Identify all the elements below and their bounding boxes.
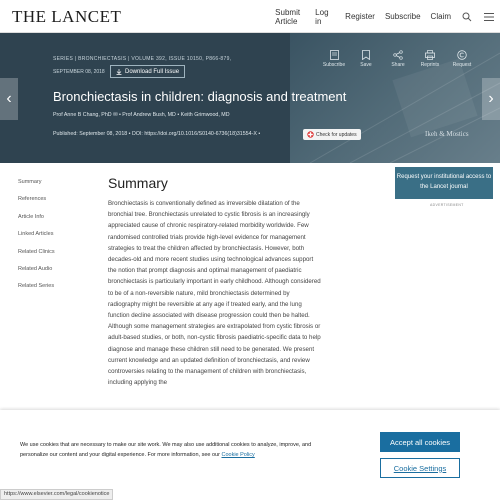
status-bar-url: https://www.elsevier.com/legal/cookienotice xyxy=(0,489,113,500)
nav-links xyxy=(270,0,500,33)
accept-all-cookies-button[interactable]: Accept all cookies xyxy=(380,432,460,452)
article-title: Bronchiectasis in children: diagnosis and treatment xyxy=(53,89,347,104)
outline-related-clinics[interactable]: Related Clinics xyxy=(18,248,55,255)
nav-submit-article[interactable]: Submit Article xyxy=(275,7,301,26)
reprints-icon xyxy=(425,50,435,60)
subscribe-label: Subscribe xyxy=(322,62,346,68)
outline-related-audio[interactable]: Related Audio xyxy=(18,265,53,272)
article-hero xyxy=(0,33,500,163)
share-action[interactable] xyxy=(383,50,413,68)
download-label: Download Full Issue xyxy=(125,68,180,75)
cookie-message-text: We use cookies that are necessary to make our site work. We may also use additional cookies to analyze, improve, and personalize our content and your digital experience. For more information, see our xyxy=(20,442,312,458)
share-label: Share xyxy=(391,62,405,68)
article-outline xyxy=(18,179,88,301)
check-for-updates-label: Check for updates xyxy=(316,131,357,138)
search-icon[interactable] xyxy=(456,0,478,33)
reprints-label: Reprints xyxy=(420,62,440,68)
nav-register[interactable]: Register xyxy=(345,12,375,21)
check-for-updates-button[interactable] xyxy=(303,129,361,140)
article-meta: SERIES | BRONCHIECTASIS | VOLUME 392, ISSUE 10150, P866-879, xyxy=(53,56,232,62)
article-body xyxy=(108,175,323,388)
bookmark-icon xyxy=(362,50,370,60)
previous-article-arrow[interactable]: ‹ xyxy=(0,78,18,120)
outline-references[interactable]: References xyxy=(18,196,47,203)
nav-log-in[interactable]: Log in xyxy=(315,7,329,26)
article-actions xyxy=(319,50,477,68)
top-nav xyxy=(0,0,500,33)
save-action[interactable] xyxy=(351,50,381,68)
published-doi[interactable]: Published: September 08, 2018 • DOI: https://doi.org/10.1016/S0140-6736(18)31554-X • xyxy=(53,131,261,137)
reprints-action[interactable] xyxy=(415,50,445,68)
article-authors[interactable]: Prof Anne B Chang, PhD ✉ • Prof Andrew Bush, MD • Keith Grimwood, MD xyxy=(53,112,230,118)
nav-claim[interactable]: Claim xyxy=(430,12,451,21)
cookie-message xyxy=(20,440,320,460)
cookie-banner xyxy=(0,410,500,500)
summary-heading: Summary xyxy=(108,175,168,191)
nav-subscribe[interactable]: Subscribe xyxy=(384,12,421,21)
request-label: Request xyxy=(452,62,472,68)
hero-brand-watermark: Ikeh & Mostics xyxy=(425,130,469,138)
lancet-logo[interactable]: THE LANCET xyxy=(12,7,122,26)
subscribe-action[interactable] xyxy=(319,50,349,68)
copyright-icon xyxy=(457,50,467,60)
institutional-access-button[interactable]: Request your institutional access to the Lancet journal xyxy=(395,167,493,199)
menu-icon[interactable] xyxy=(478,0,500,33)
request-action[interactable] xyxy=(447,50,477,68)
outline-related-series[interactable]: Related Series xyxy=(18,283,55,290)
download-icon xyxy=(116,69,122,75)
outline-summary[interactable]: Summary xyxy=(18,179,42,185)
download-issue-button[interactable] xyxy=(110,65,185,78)
crossmark-icon xyxy=(307,131,314,138)
article-date: SEPTEMBER 08, 2018 xyxy=(53,69,105,75)
advertisement-label: ADVERTISEMENT xyxy=(430,203,464,207)
outline-linked-articles[interactable]: Linked Articles xyxy=(18,231,54,238)
cookie-settings-button[interactable]: Cookie Settings xyxy=(380,458,460,478)
summary-text: Bronchiectasis is conventionally defined as irreversible dilatation of the bronchial tree. Bronchiectasis unrelated to cystic fibrosis is an increasingly appreciated cause of chronic respiratory-related morbidity worldwide. Few randomised controlled trials provide high-level evidence for management strategies to treat the children affected by bronchiectasis. However, both decades-old and more recent studies using technological advances support the notion that prompt diagnosis and optimal management of paediatric bronchiectasis is particularly important in early childhood. Although considered to be of a non-reversible nature, mild bronchiectasis determined by radiography might be reversible at any age if treated early, and the lung function decline associated with disease progression could then be halted. Although some management strategies are extrapolated from cystic fibrosis or adult-based studies, or both, non-cystic fibrosis paediatric-specific data to help diagnose and manage these children still need to be generated. We present current knowledge and an updated definition of bronchiectasis, and review controversies relating to the management of children with bronchiectasis, including applying the xyxy=(108,200,321,387)
cookie-policy-link[interactable]: Cookie Policy xyxy=(221,452,255,458)
outline-article-info[interactable]: Article Info xyxy=(18,213,44,220)
subscribe-icon xyxy=(330,50,339,60)
save-label: Save xyxy=(360,62,372,68)
share-icon xyxy=(393,50,403,60)
next-article-arrow[interactable]: › xyxy=(482,78,500,120)
